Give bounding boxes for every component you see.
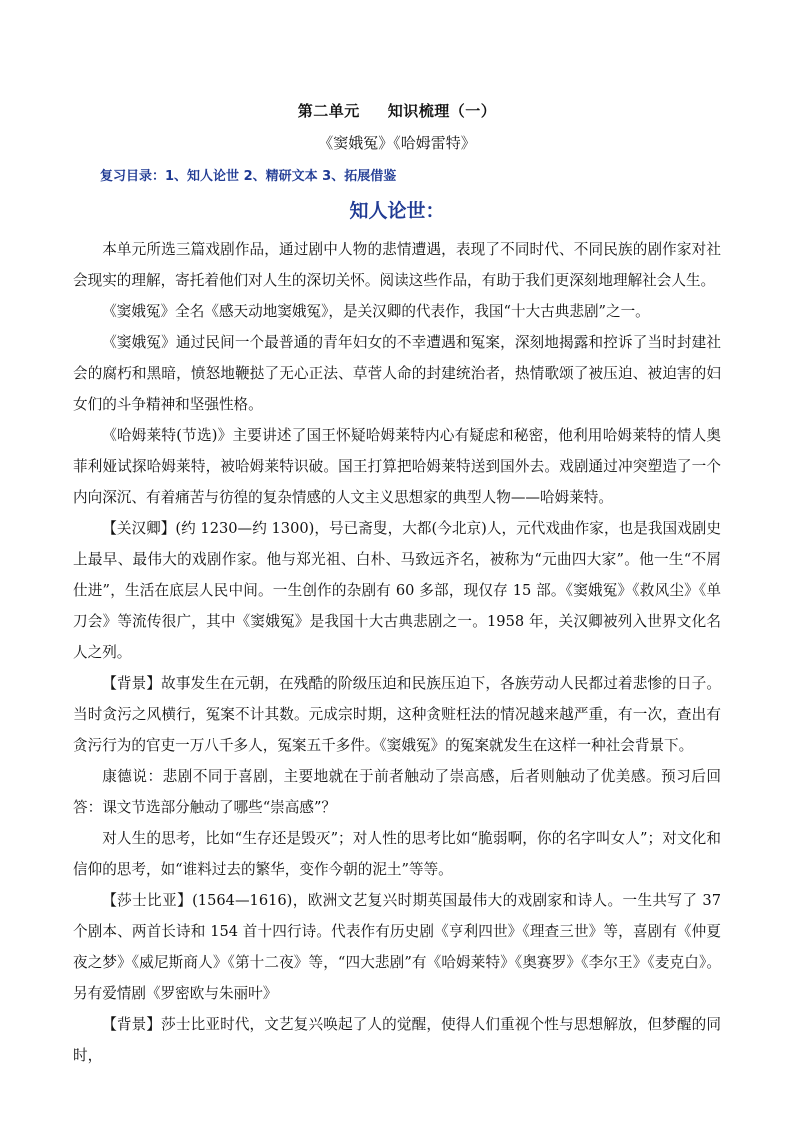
paragraph: 【关汉卿】(约 1230—约 1300)，号已斋叟，大都(今北京)人，元代戏曲作家，也是我国戏剧史上最早、最伟大的戏剧作家。他与郑光祖、白朴、马致远齐名，被称为“元曲四大家”。他一生“不屑仕进”，生活在底层人民中间。一生创作的杂剧有 60 多部，现仅存 15 部。《窦娥冤》《救风尘》《单刀会》等流传很广，其中《窦娥冤》是我国十大古典悲剧之一。1958 年，关汉卿被列入世界文化名人之列。 xyxy=(73,520,721,661)
paragraph: 《窦娥冤》通过民间一个最普通的青年妇女的不幸遭遇和冤案，深刻地揭露和控诉了当时封建社会的腐朽和黑暗，愤怒地鞭挞了无心正法、草菅人命的封建统治者，热情歌颂了被压迫、被迫害的妇女们的斗争精神和坚强性格。 xyxy=(73,334,721,413)
paragraph: 《窦娥冤》全名《感天动地窦娥冤》，是关汉卿的代表作，我国“十大古典悲剧”之一。 xyxy=(102,303,650,320)
paragraph: 对人生的思考，比如“生存还是毁灭”；对人性的思考比如“脆弱啊，你的名字叫女人”；对文化和信仰的思考，如“谁料过去的繁华，变作今朝的泥土”等等。 xyxy=(73,830,721,878)
topic-label: 知识梳理（一） xyxy=(387,102,497,120)
subtitle: 《窦娥冤》《哈姆雷特》 xyxy=(318,134,476,152)
paragraph: 【莎士比亚】(1564—1616)，欧洲文艺复兴时期英国最伟大的戏剧家和诗人。一生共写了 37 个剧本、两首长诗和 154 首十四行诗。代表作有历史剧《亨利四世》《理查三世》等，喜剧有《仲夏夜之梦》《威尼斯商人》《第十二夜》等，“四大悲剧”有《哈姆莱特》《奥赛罗》《李尔王》《麦克白》。另有爱情剧《罗密欧与朱丽叶》 xyxy=(73,892,721,1002)
paragraph: 本单元所选三篇戏剧作品，通过剧中人物的悲情遭遇，表现了不同时代、不同民族的剧作家对社会现实的理解，寄托着他们对人生的深切关怀。阅读这些作品，有助于我们更深刻地理解社会人生。 xyxy=(73,241,721,289)
unit-title xyxy=(0,100,794,121)
section-heading: 知人论世： xyxy=(349,200,445,222)
paragraph: 康德说：悲剧不同于喜剧，主要地就在于前者触动了崇高感，后者则触动了优美感。预习后回答：课文节选部分触动了哪些“崇高感”？ xyxy=(73,768,721,816)
body-text xyxy=(73,234,721,1071)
unit-label: 第二单元 xyxy=(297,102,360,120)
review-list: 复习目录：1、知人论世 2、精研文本 3、拓展借鉴 xyxy=(100,169,397,184)
paragraph: 【背景】故事发生在元朝，在残酷的阶级压迫和民族压迫下，各族劳动人民都过着悲惨的日子。当时贪污之风横行，冤案不计其数。元成宗时期，这种贪赃枉法的情况越来越严重，有一次，查出有贪污行为的官吏一万八千多人，冤案五千多件。《窦娥冤》的冤案就发生在这样一种社会背景下。 xyxy=(73,675,721,754)
paragraph: 《哈姆莱特(节选)》主要讲述了国王怀疑哈姆莱特内心有疑虑和秘密，他利用哈姆莱特的情人奥菲利娅试探哈姆莱特，被哈姆莱特识破。国王打算把哈姆莱特送到国外去。戏剧通过冲突塑造了一个内向深沉、有着痛苦与彷徨的复杂情感的人文主义思想家的典型人物——哈姆莱特。 xyxy=(73,427,721,506)
paragraph: 【背景】莎士比亚时代，文艺复兴唤起了人的觉醒，使得人们重视个性与思想解放，但梦醒的同时， xyxy=(73,1016,721,1064)
